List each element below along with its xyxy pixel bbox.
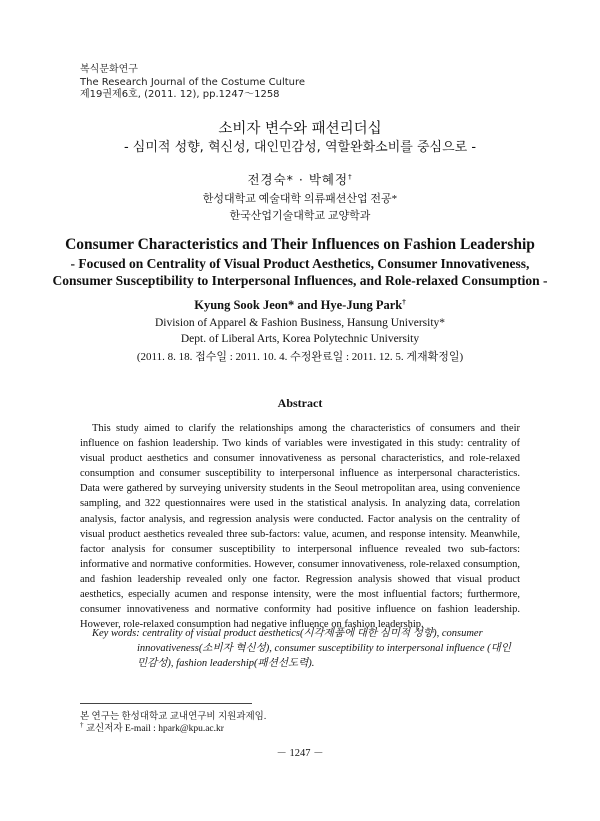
- footnote-mark: †: [80, 720, 84, 729]
- footnote-divider: [80, 703, 252, 704]
- korean-authors: [0, 170, 600, 188]
- korean-title: 소비자 변수와 패션리더십: [218, 121, 382, 137]
- korean-subtitle: - 심미적 성향, 혁신성, 대인민감성, 역할완화소비를 중심으로 -: [123, 140, 477, 155]
- submission-dates: (2011. 8. 18. 접수일 : 2011. 10. 4. 수정완료일 : 2011. 12. 5. 게재확정일): [136, 351, 464, 363]
- english-affiliation-1: Division of Apparel & Fashion Business, Hansung University*: [154, 317, 446, 329]
- english-subtitle-line-2: Consumer Susceptibility to Interpersonal Influences, and Role-relaxed Consumption -: [52, 273, 548, 288]
- journal-issue: 제19권제6호, (2011. 12), pp.1247～1258: [80, 89, 280, 100]
- korean-authors-names: 전경숙* · 박혜정: [247, 172, 349, 187]
- english-affiliation-2: Dept. of Liberal Arts, Korea Polytechnic University: [180, 333, 420, 345]
- english-authors: [0, 298, 600, 313]
- journal-header: [80, 64, 305, 102]
- english-authors-mark: †: [402, 298, 406, 306]
- korean-affiliation-2: 한국산업기술대학교 교양학과: [229, 210, 371, 222]
- korean-authors-mark: †: [348, 172, 353, 181]
- english-subtitle-line-1: - Focused on Centrality of Visual Product Aesthetics, Consumer Innovativeness,: [70, 256, 530, 271]
- korean-affiliation-1: 한성대학교 예술대학 의류패션산업 전공*: [202, 193, 398, 205]
- keywords-text: centrality of visual product aesthetics(시각제품에 대한 심미적 성향), consumer innovativeness(소비자 혁신성), consumer susceptibility to interpersonal influence (대인민감성), fashion leadership(패션선도력).: [137, 628, 511, 669]
- footnote-email: 교신저자 E-mail : hpark@kpu.ac.kr: [85, 724, 224, 734]
- page-number: － 1247 －: [276, 748, 324, 759]
- english-authors-names: Kyung Sook Jeon* and Hye-Jung Park: [194, 298, 403, 313]
- footnote-corresponding: [80, 720, 224, 734]
- english-title: Consumer Characteristics and Their Influences on Fashion Leadership: [65, 236, 535, 253]
- keywords-label: Key words:: [92, 628, 140, 639]
- footnote-funding: 본 연구는 한성대학교 교내연구비 지원과제임.: [80, 712, 267, 722]
- abstract-body: This study aimed to clarify the relationships among the characteristics of consumers and their influence on fashion leadership. Two kinds of variables were investigated in this study: centrality of visual product aesthetics and consumer innovativeness as personal characteristics, and role-relaxed consumption and consumer susceptibility to interpersonal influence as interpersonal characteristics. Data were gathered by surveying university students in the Seoul metropolitan area, using convenience sampling, and 322 questionnaires were used in the statistical analysis. In analyzing data, correlation analysis, factor analysis, and regression analysis were conducted. Factor analysis on the centrality of visual product aesthetics revealed three sub-factors: value, acumen, and response intensity. Meanwhile, factor analysis for consumer susceptibility to interpersonal influence revealed two sub-factors: informative and normative conformities. However, consumer innovativeness, role-relaxed consumption, and fashion leadership revealed only one factor. Regression analysis showed that visual product aesthetics, especially acumen and response intensity, were the most influential factors; furthermore, consumer innovativeness and normative conformity had positive influence on fashion leadership. However, role-relaxed consumption had negative influence on fashion leadership.: [80, 423, 520, 631]
- keywords: [92, 626, 520, 671]
- journal-name-english: The Research Journal of the Costume Culture: [80, 76, 306, 88]
- journal-name-korean: 복식문화연구: [80, 64, 138, 75]
- abstract-heading: Abstract: [277, 396, 323, 410]
